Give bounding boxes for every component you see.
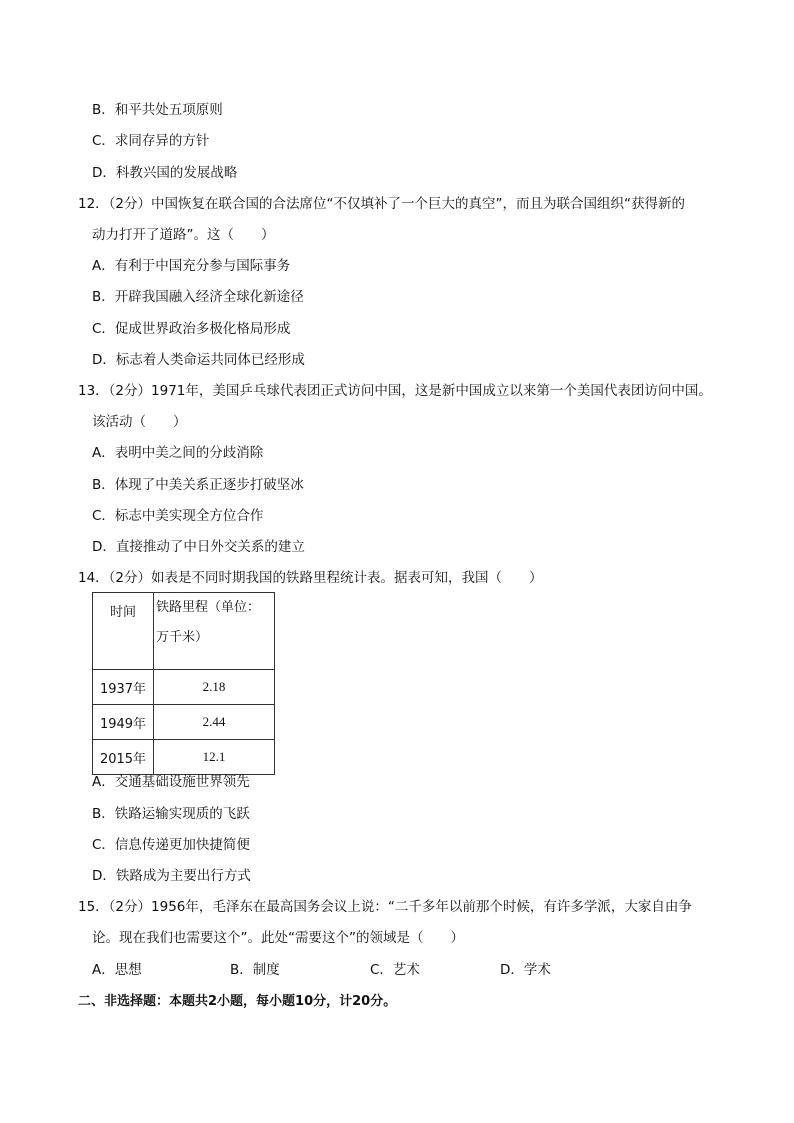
q13-option-d: D．直接推动了中日外交关系的建立 [92, 539, 305, 555]
row-value: 2.44 [154, 705, 275, 740]
q14-option-a: A．交通基础设施世界领先 [92, 774, 250, 790]
header-time: 时间 [93, 593, 154, 670]
q12-option-a: A．有利于中国充分参与国际事务 [92, 258, 291, 274]
q12-option-b: B．开辟我国融入经济全球化新途径 [92, 289, 304, 305]
q13-stem-line1: 13．（2分）1971年，美国乒乓球代表团正式访问中国，这是新中国成立以来第一个美国代表团访问中国。 [78, 383, 712, 399]
section-2-heading: 二、非选择题：本题共2小题，每小题10分，计20分。 [78, 994, 397, 1009]
q13-option-a: A．表明中美之间的分歧消除 [92, 445, 264, 461]
header-mileage-line1: 铁路里程（单位： [156, 600, 261, 615]
header-mileage [154, 593, 275, 670]
table-row [93, 740, 275, 775]
q11-option-b: B．和平共处五项原则 [92, 102, 223, 118]
row-year: 1937年 [93, 670, 154, 705]
q14-option-b: B．铁路运输实现质的飞跃 [92, 806, 250, 822]
q15-stem-line1: 15．（2分）1956年，毛泽东在最高国务会议上说：“二千多年以前那个时候，有许多学派，大家自由争 [78, 899, 692, 915]
table-row [93, 670, 275, 705]
q14-option-d: D．铁路成为主要出行方式 [92, 868, 251, 884]
row-year: 2015年 [93, 740, 154, 775]
q12-option-d: D．标志着人类命运共同体已经形成 [92, 352, 305, 368]
q11-option-c: C．求同存异的方针 [92, 133, 210, 149]
q12-option-c: C．促成世界政治多极化格局形成 [92, 321, 291, 337]
row-value: 2.18 [154, 670, 275, 705]
q14-option-c: C．信息传递更加快捷简便 [92, 837, 250, 853]
q15-stem-line2: 论。现在我们也需要这个”。此处“需要这个”的领域是（ ） [92, 930, 464, 946]
table-row [93, 705, 275, 740]
q12-stem-line2: 动力打开了道路”。这（ ） [92, 227, 275, 243]
q15-option-d: D．学术 [500, 962, 551, 978]
q13-option-c: C．标志中美实现全方位合作 [92, 508, 264, 524]
q13-option-b: B．体现了中美关系正逐步打破坚冰 [92, 477, 304, 493]
q11-option-d: D．科教兴国的发展战略 [92, 165, 238, 181]
table-header-row [93, 593, 275, 670]
railway-mileage-table [92, 592, 275, 775]
q12-stem-line1: 12．（2分）中国恢复在联合国的合法席位“不仅填补了一个巨大的真空”，而且为联合国组织“获得新的 [78, 196, 685, 212]
q13-stem-line2: 该活动（ ） [92, 414, 187, 430]
q15-option-a: A．思想 [92, 962, 142, 978]
row-value: 12.1 [154, 740, 275, 775]
q15-option-c: C．艺术 [370, 962, 420, 978]
q15-option-b: B．制度 [230, 962, 280, 978]
header-mileage-line2: 万千米） [156, 630, 209, 645]
q14-stem: 14．（2分）如表是不同时期我国的铁路里程统计表。据表可知，我国（ ） [78, 570, 543, 586]
row-year: 1949年 [93, 705, 154, 740]
